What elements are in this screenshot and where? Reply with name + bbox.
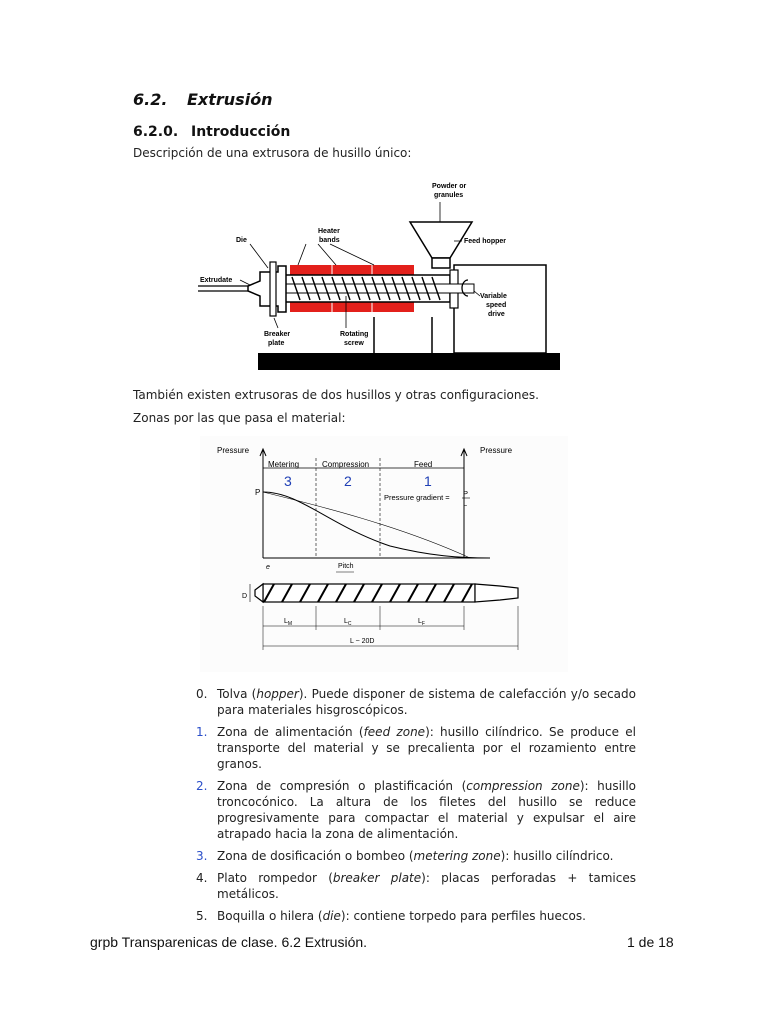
list-item	[196, 908, 636, 924]
label-screw: screw	[344, 340, 364, 347]
hopper-throat	[432, 258, 450, 268]
zone-metering-label: Metering	[268, 460, 300, 469]
list-text: Boquilla o hilera (die): contiene torpedo para perfiles huecos.	[217, 909, 586, 923]
list-number: 1.	[196, 725, 208, 739]
subsection-heading	[133, 124, 290, 140]
die	[248, 266, 286, 312]
pressure-label-right: Pressure	[480, 446, 513, 455]
lf-label: $L_F$	[418, 618, 425, 627]
intro-paragraph: Descripción de una extrusora de husillo único:	[133, 146, 412, 160]
gradient-denominator: L	[463, 499, 468, 508]
label-drive: drive	[488, 311, 505, 318]
label-variable: Variable	[480, 293, 507, 300]
list-item	[196, 778, 636, 842]
label-powder: Powder or	[432, 183, 467, 190]
label-feed-hopper: Feed hopper	[464, 238, 507, 245]
label-breaker: Breaker	[264, 331, 291, 338]
label-bands: bands	[319, 237, 340, 244]
label-heater: Heater	[318, 228, 340, 235]
e-label: e	[266, 564, 270, 571]
pressure-label-left: Pressure	[217, 446, 250, 455]
list-text: Zona de compresión o plastificación (compression zone): husillo troncocónico. La altura de los filetes del husillo se reduce progresivamente para compactar el material y expulsar el aire atrapado hacia la zona de alimentación.	[217, 779, 636, 841]
label-granules: granules	[434, 192, 464, 199]
twin-screw-paragraph: También existen extrusoras de dos husillos y otras configuraciones.	[133, 388, 539, 402]
subsection-number: 6.2.0.	[133, 124, 179, 140]
total-length-label: L ~ 20D	[350, 638, 375, 645]
list-number: 5.	[196, 909, 208, 923]
gradient-numerator: P	[463, 489, 469, 498]
zone-number-3: 3	[284, 473, 292, 489]
components-list	[196, 686, 636, 930]
list-number: 2.	[196, 779, 208, 793]
section-title: Extrusión	[187, 90, 273, 109]
list-text: Zona de alimentación (feed zone): husillo cilíndrico. Se produce el transporte del material y se precalienta por el rozamiento entre granos.	[217, 725, 636, 771]
page-number: 1 de 18	[627, 934, 674, 950]
zones-paragraph: Zonas por las que pasa el material:	[133, 411, 346, 425]
list-number: 3.	[196, 849, 208, 863]
list-text: Zona de dosificación o bombeo (metering zone): husillo cilíndrico.	[217, 849, 614, 863]
subsection-title: Introducción	[191, 124, 291, 140]
list-item	[196, 686, 636, 718]
list-number: 0.	[196, 687, 208, 701]
heater-bands-bottom	[290, 302, 414, 312]
breaker-plate	[270, 262, 276, 316]
pitch-label: Pitch	[338, 563, 354, 570]
label-plate: plate	[268, 340, 285, 347]
list-text: Tolva (hopper). Puede disponer de sistema de calefacción y/o secado para materiales hisgroscópicos.	[217, 687, 636, 717]
zones-diagram	[200, 436, 568, 672]
label-extrudate: Extrudate	[200, 277, 233, 284]
list-item	[196, 724, 636, 772]
label-rotating: Rotating	[340, 331, 369, 338]
drive-box	[454, 265, 546, 353]
label-speed: speed	[486, 302, 507, 309]
lc-label: $L_C$	[344, 618, 352, 627]
zone-number-1: 1	[424, 473, 432, 489]
rotating-screw	[284, 284, 474, 293]
zone-feed-label: Feed	[414, 460, 433, 469]
heater-bands-top	[290, 265, 414, 275]
screw-body	[263, 584, 475, 602]
p-label: P	[255, 488, 261, 497]
extruder-diagram	[196, 172, 562, 374]
list-number: 4.	[196, 871, 208, 885]
screw-shank	[475, 584, 518, 602]
list-text: Plato rompedor (breaker plate): placas perforadas + tamices metálicos.	[217, 871, 637, 901]
list-item	[196, 870, 636, 902]
feed-hopper	[410, 222, 472, 258]
list-item	[196, 848, 636, 864]
machine-base	[258, 353, 560, 370]
section-number: 6.2.	[133, 90, 168, 109]
gradient-label: Pressure gradient =	[384, 493, 450, 502]
footer-title: grpb Transparenicas de clase. 6.2 Extrusión.	[90, 934, 368, 950]
label-die: Die	[236, 237, 247, 244]
zone-number-2: 2	[344, 473, 352, 489]
zone-compression-label: Compression	[322, 460, 370, 469]
d-label: D	[242, 593, 248, 600]
section-heading	[133, 90, 273, 109]
lm-label: $L_M$	[284, 618, 293, 627]
